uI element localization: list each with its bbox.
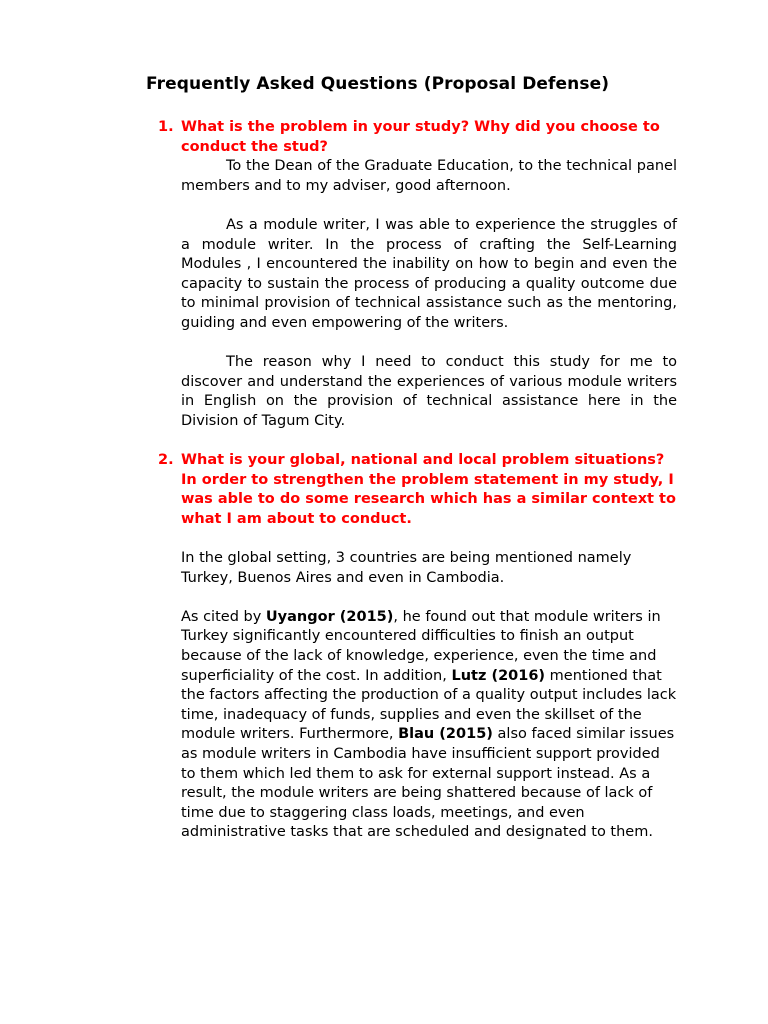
question-text: What is your global, national and local problem situations? — [181, 452, 665, 468]
answer-paragraph: The reason why I need to conduct this study for me to discover and understand the experiences of various module writers in English on the provision of technical assistance here in the Division of Tagum City. — [181, 354, 677, 429]
answer-paragraph: As a module writer, I was able to experience the struggles of a module writer. In the process of crafting the Self-Learning Modules , I encountered the inability on how to begin and even the capacity to sustain the process of producing a quality outcome due to minimal provision of technical assistance such as the mentoring, guiding and even empowering of the writers. — [181, 216, 677, 331]
text-run: mentioned that the factors affecting the production of a quality output includes lack time, inadequacy of funds, supplies and even the skillset of the module writers. Furthermore, — [181, 667, 677, 743]
answer-paragraph: In the global setting, 3 countries are being mentioned namely Turkey, Buenos Aires and even in Cambodia. — [181, 549, 632, 586]
question-note: In order to strengthen the problem statement in my study, I was able to do some research which has a similar context to what I am about to conduct. — [181, 471, 676, 527]
page-title: Frequently Asked Questions (Proposal Defense) — [146, 74, 610, 94]
citation: Blau (2015) — [398, 726, 493, 743]
question-text: What is the problem in your study? Why did you choose to conduct the stud? — [181, 119, 660, 155]
question-number: 1. — [158, 119, 174, 135]
answer-paragraph: To the Dean of the Graduate Education, to the technical panel members and to my adviser, good afternoon. — [181, 158, 677, 194]
text-run: , he found out that module writers in Turkey significantly encountered difficulties to finish an output because of the lack of knowledge, experience, even the time and superficiality of the cost. In addition, — [181, 608, 661, 684]
citation: Uyangor (2015) — [265, 608, 394, 625]
text-run: As cited by — [181, 608, 266, 625]
faq-item-2 — [158, 451, 677, 843]
answer-paragraph — [181, 608, 677, 843]
citation: Lutz (2016) — [451, 667, 546, 684]
faq-item-1 — [158, 118, 677, 432]
text-run: also faced similar issues as module writers in Cambodia have insufficient support provided to them which led them to ask for external support instead. As a result, the module writers are being shattered because of lack of time due to staggering class loads, meetings, and even administrative tasks that are scheduled and designated to them. — [181, 726, 675, 841]
question-number: 2. — [158, 452, 174, 468]
